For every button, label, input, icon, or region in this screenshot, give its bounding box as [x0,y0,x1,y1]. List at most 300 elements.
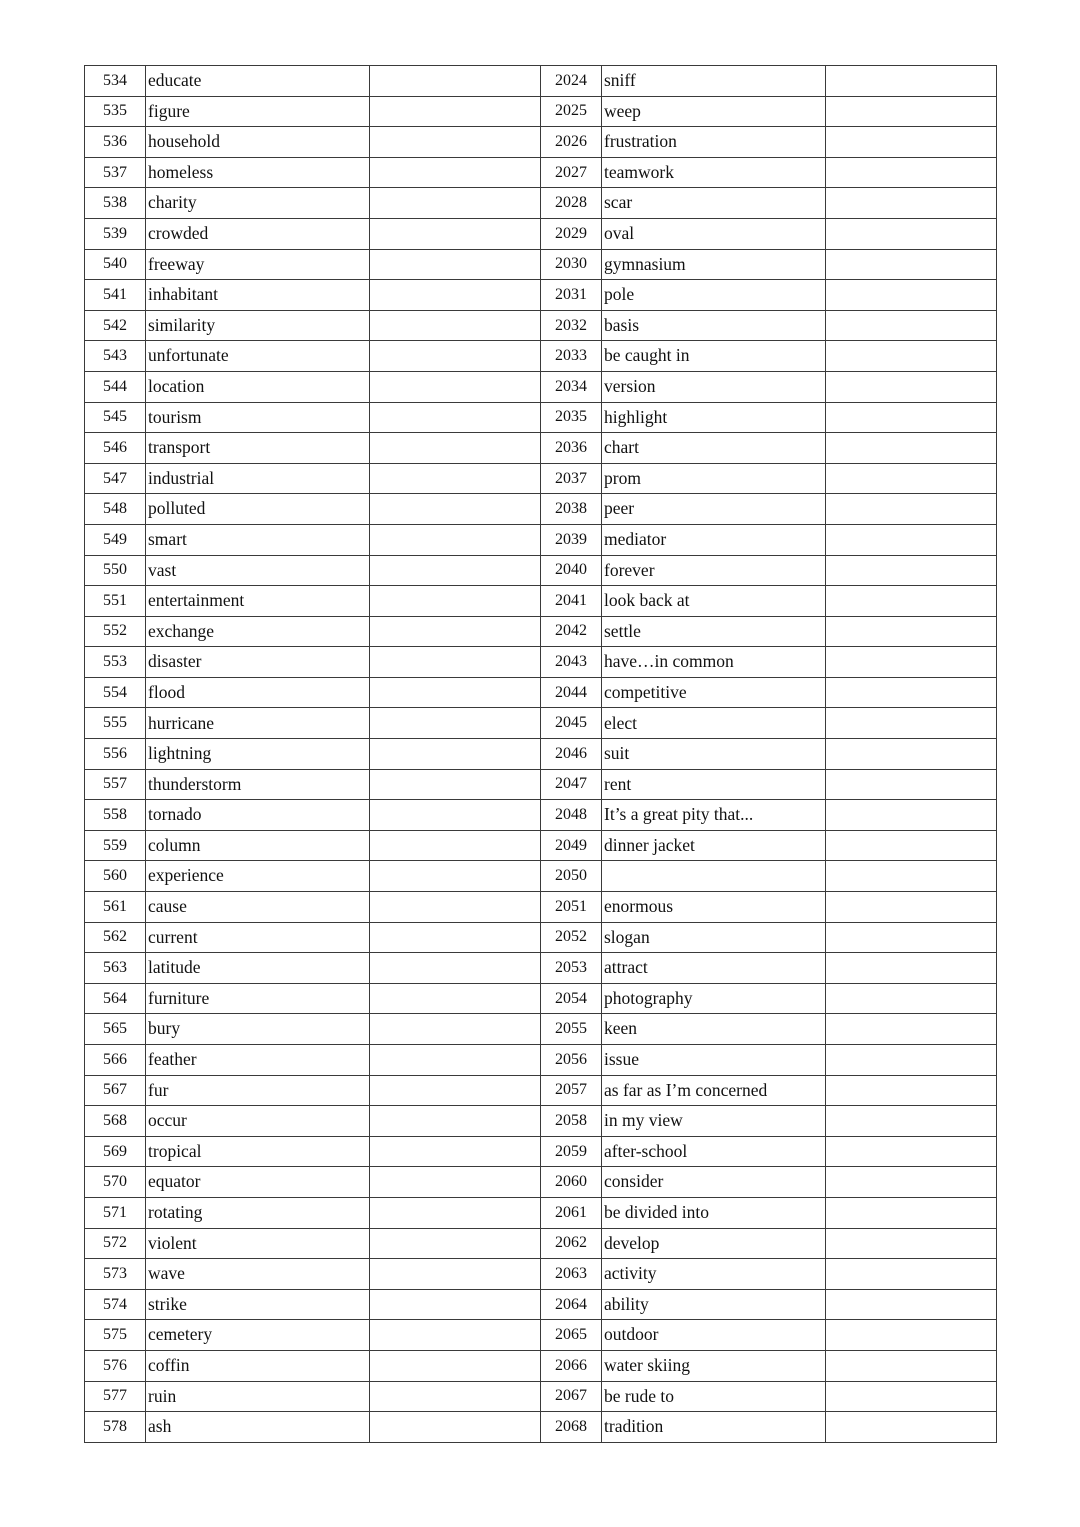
table-row [85,922,997,953]
left-word-cell: vast [146,555,370,586]
right-word-cell: frustration [602,127,826,158]
right-word-cell: gymnasium [602,249,826,280]
table-row [85,953,997,984]
right-answer-cell [826,1289,997,1320]
right-number-cell: 2024 [541,66,602,97]
right-answer-cell [826,677,997,708]
right-word-cell: chart [602,433,826,464]
right-answer-cell [826,830,997,861]
table-row [85,218,997,249]
right-word-cell: peer [602,494,826,525]
right-word-cell: basis [602,310,826,341]
left-number-cell: 559 [85,830,146,861]
right-word-cell: competitive [602,677,826,708]
right-number-cell: 2047 [541,769,602,800]
left-answer-cell [370,1106,541,1137]
table-row [85,1381,997,1412]
table-row [85,1320,997,1351]
left-number-cell: 534 [85,66,146,97]
right-number-cell: 2026 [541,127,602,158]
left-word-cell: bury [146,1014,370,1045]
left-word-cell: ash [146,1412,370,1443]
right-word-cell: as far as I’m concerned [602,1075,826,1106]
left-word-cell: coffin [146,1350,370,1381]
right-answer-cell [826,1167,997,1198]
right-number-cell: 2041 [541,586,602,617]
right-answer-cell [826,922,997,953]
right-answer-cell [826,953,997,984]
left-answer-cell [370,677,541,708]
left-answer-cell [370,494,541,525]
right-word-cell: slogan [602,922,826,953]
table-row [85,1350,997,1381]
table-row [85,677,997,708]
table-row [85,494,997,525]
right-answer-cell [826,1350,997,1381]
right-answer-cell [826,310,997,341]
right-answer-cell [826,708,997,739]
left-answer-cell [370,892,541,923]
left-number-cell: 537 [85,157,146,188]
left-answer-cell [370,1381,541,1412]
left-answer-cell [370,861,541,892]
table-row [85,1045,997,1076]
right-word-cell: teamwork [602,157,826,188]
left-answer-cell [370,127,541,158]
table-row [85,892,997,923]
left-number-cell: 558 [85,800,146,831]
left-word-cell: crowded [146,218,370,249]
left-answer-cell [370,341,541,372]
right-answer-cell [826,1136,997,1167]
right-answer-cell [826,494,997,525]
left-answer-cell [370,402,541,433]
table-row [85,371,997,402]
left-answer-cell [370,1412,541,1443]
left-number-cell: 544 [85,371,146,402]
left-word-cell: inhabitant [146,280,370,311]
right-word-cell: enormous [602,892,826,923]
table-row [85,1167,997,1198]
right-word-cell: develop [602,1228,826,1259]
right-answer-cell [826,616,997,647]
left-number-cell: 575 [85,1320,146,1351]
right-answer-cell [826,1045,997,1076]
left-number-cell: 545 [85,402,146,433]
left-answer-cell [370,1014,541,1045]
table-row [85,983,997,1014]
right-answer-cell [826,739,997,770]
left-number-cell: 561 [85,892,146,923]
right-answer-cell [826,157,997,188]
left-answer-cell [370,1136,541,1167]
right-number-cell: 2057 [541,1075,602,1106]
right-answer-cell [826,1259,997,1290]
left-word-cell: feather [146,1045,370,1076]
left-number-cell: 536 [85,127,146,158]
right-word-cell: forever [602,555,826,586]
table-row [85,341,997,372]
table-row [85,830,997,861]
left-number-cell: 548 [85,494,146,525]
right-answer-cell [826,280,997,311]
right-number-cell: 2063 [541,1259,602,1290]
right-word-cell: be rude to [602,1381,826,1412]
table-row [85,769,997,800]
right-answer-cell [826,1412,997,1443]
left-answer-cell [370,739,541,770]
right-answer-cell [826,463,997,494]
right-number-cell: 2030 [541,249,602,280]
right-word-cell: elect [602,708,826,739]
left-number-cell: 573 [85,1259,146,1290]
left-number-cell: 549 [85,524,146,555]
left-number-cell: 560 [85,861,146,892]
right-word-cell: photography [602,983,826,1014]
right-number-cell: 2045 [541,708,602,739]
left-number-cell: 574 [85,1289,146,1320]
left-answer-cell [370,1045,541,1076]
left-word-cell: tourism [146,402,370,433]
left-answer-cell [370,249,541,280]
left-number-cell: 566 [85,1045,146,1076]
right-answer-cell [826,1320,997,1351]
right-word-cell: be caught in [602,341,826,372]
right-number-cell: 2032 [541,310,602,341]
right-word-cell: ability [602,1289,826,1320]
left-answer-cell [370,1350,541,1381]
left-answer-cell [370,586,541,617]
left-number-cell: 553 [85,647,146,678]
left-number-cell: 563 [85,953,146,984]
right-number-cell: 2049 [541,830,602,861]
right-word-cell [602,861,826,892]
right-word-cell: pole [602,280,826,311]
right-word-cell: outdoor [602,1320,826,1351]
right-number-cell: 2061 [541,1197,602,1228]
left-answer-cell [370,433,541,464]
left-word-cell: strike [146,1289,370,1320]
left-answer-cell [370,1259,541,1290]
left-word-cell: similarity [146,310,370,341]
left-word-cell: transport [146,433,370,464]
right-word-cell: It’s a great pity that... [602,800,826,831]
right-word-cell: highlight [602,402,826,433]
right-word-cell: weep [602,96,826,127]
table-row [85,157,997,188]
left-number-cell: 539 [85,218,146,249]
left-answer-cell [370,524,541,555]
left-answer-cell [370,463,541,494]
left-answer-cell [370,616,541,647]
left-word-cell: current [146,922,370,953]
table-row [85,249,997,280]
left-word-cell: cemetery [146,1320,370,1351]
right-answer-cell [826,861,997,892]
right-word-cell: dinner jacket [602,830,826,861]
right-number-cell: 2028 [541,188,602,219]
right-number-cell: 2040 [541,555,602,586]
right-word-cell: mediator [602,524,826,555]
left-number-cell: 546 [85,433,146,464]
left-number-cell: 572 [85,1228,146,1259]
left-answer-cell [370,188,541,219]
left-word-cell: unfortunate [146,341,370,372]
right-answer-cell [826,1014,997,1045]
right-number-cell: 2051 [541,892,602,923]
left-number-cell: 570 [85,1167,146,1198]
left-word-cell: hurricane [146,708,370,739]
left-answer-cell [370,830,541,861]
table-row [85,310,997,341]
right-answer-cell [826,769,997,800]
left-answer-cell [370,1228,541,1259]
right-answer-cell [826,1197,997,1228]
left-word-cell: smart [146,524,370,555]
table-row [85,127,997,158]
right-number-cell: 2065 [541,1320,602,1351]
right-number-cell: 2064 [541,1289,602,1320]
left-answer-cell [370,1075,541,1106]
right-number-cell: 2037 [541,463,602,494]
left-number-cell: 567 [85,1075,146,1106]
left-number-cell: 564 [85,983,146,1014]
right-answer-cell [826,96,997,127]
left-number-cell: 535 [85,96,146,127]
left-word-cell: latitude [146,953,370,984]
right-number-cell: 2048 [541,800,602,831]
left-number-cell: 565 [85,1014,146,1045]
right-answer-cell [826,66,997,97]
right-answer-cell [826,892,997,923]
right-number-cell: 2059 [541,1136,602,1167]
right-number-cell: 2046 [541,739,602,770]
left-word-cell: furniture [146,983,370,1014]
left-word-cell: ruin [146,1381,370,1412]
table-row [85,1106,997,1137]
right-word-cell: after-school [602,1136,826,1167]
right-number-cell: 2034 [541,371,602,402]
right-answer-cell [826,218,997,249]
left-answer-cell [370,1320,541,1351]
left-word-cell: freeway [146,249,370,280]
right-word-cell: issue [602,1045,826,1076]
left-word-cell: industrial [146,463,370,494]
left-number-cell: 552 [85,616,146,647]
left-number-cell: 571 [85,1197,146,1228]
right-answer-cell [826,371,997,402]
right-number-cell: 2052 [541,922,602,953]
table-row [85,739,997,770]
left-word-cell: violent [146,1228,370,1259]
right-answer-cell [826,1106,997,1137]
left-word-cell: occur [146,1106,370,1137]
left-answer-cell [370,66,541,97]
left-word-cell: column [146,830,370,861]
table-row [85,861,997,892]
right-word-cell: in my view [602,1106,826,1137]
table-row [85,1014,997,1045]
table-row [85,280,997,311]
right-answer-cell [826,341,997,372]
left-word-cell: equator [146,1167,370,1198]
right-number-cell: 2044 [541,677,602,708]
right-word-cell: prom [602,463,826,494]
right-word-cell: attract [602,953,826,984]
table-row [85,188,997,219]
right-number-cell: 2054 [541,983,602,1014]
left-number-cell: 562 [85,922,146,953]
vocabulary-table-body [85,66,997,1443]
left-word-cell: entertainment [146,586,370,617]
left-number-cell: 555 [85,708,146,739]
right-answer-cell [826,800,997,831]
right-number-cell: 2027 [541,157,602,188]
right-word-cell: have…in common [602,647,826,678]
table-row [85,1136,997,1167]
left-word-cell: tropical [146,1136,370,1167]
table-row [85,1289,997,1320]
left-number-cell: 540 [85,249,146,280]
left-word-cell: tornado [146,800,370,831]
left-answer-cell [370,157,541,188]
left-answer-cell [370,922,541,953]
right-number-cell: 2042 [541,616,602,647]
left-answer-cell [370,1289,541,1320]
right-answer-cell [826,586,997,617]
right-number-cell: 2029 [541,218,602,249]
right-number-cell: 2058 [541,1106,602,1137]
left-answer-cell [370,800,541,831]
left-number-cell: 568 [85,1106,146,1137]
table-row [85,1412,997,1443]
right-word-cell: version [602,371,826,402]
left-answer-cell [370,769,541,800]
right-word-cell: rent [602,769,826,800]
right-number-cell: 2035 [541,402,602,433]
right-answer-cell [826,433,997,464]
table-row [85,708,997,739]
left-number-cell: 547 [85,463,146,494]
right-number-cell: 2033 [541,341,602,372]
left-number-cell: 538 [85,188,146,219]
right-number-cell: 2066 [541,1350,602,1381]
left-word-cell: location [146,371,370,402]
right-word-cell: water skiing [602,1350,826,1381]
right-number-cell: 2067 [541,1381,602,1412]
right-number-cell: 2036 [541,433,602,464]
right-word-cell: tradition [602,1412,826,1443]
left-word-cell: household [146,127,370,158]
left-word-cell: polluted [146,494,370,525]
left-answer-cell [370,708,541,739]
right-word-cell: sniff [602,66,826,97]
left-number-cell: 576 [85,1350,146,1381]
right-answer-cell [826,402,997,433]
table-row [85,96,997,127]
left-word-cell: homeless [146,157,370,188]
table-row [85,1259,997,1290]
right-answer-cell [826,524,997,555]
left-word-cell: charity [146,188,370,219]
right-answer-cell [826,127,997,158]
left-number-cell: 543 [85,341,146,372]
table-row [85,66,997,97]
right-number-cell: 2055 [541,1014,602,1045]
left-answer-cell [370,953,541,984]
table-row [85,647,997,678]
left-word-cell: experience [146,861,370,892]
left-answer-cell [370,280,541,311]
right-answer-cell [826,555,997,586]
left-answer-cell [370,983,541,1014]
left-word-cell: exchange [146,616,370,647]
table-row [85,1075,997,1106]
right-number-cell: 2053 [541,953,602,984]
left-answer-cell [370,371,541,402]
right-answer-cell [826,647,997,678]
right-number-cell: 2025 [541,96,602,127]
right-word-cell: activity [602,1259,826,1290]
table-row [85,1197,997,1228]
left-number-cell: 551 [85,586,146,617]
left-number-cell: 550 [85,555,146,586]
right-word-cell: keen [602,1014,826,1045]
left-answer-cell [370,310,541,341]
right-word-cell: consider [602,1167,826,1198]
left-number-cell: 556 [85,739,146,770]
left-word-cell: flood [146,677,370,708]
table-row [85,524,997,555]
left-answer-cell [370,647,541,678]
right-number-cell: 2038 [541,494,602,525]
left-number-cell: 541 [85,280,146,311]
right-answer-cell [826,1228,997,1259]
left-number-cell: 554 [85,677,146,708]
left-word-cell: fur [146,1075,370,1106]
table-row [85,433,997,464]
right-answer-cell [826,249,997,280]
right-number-cell: 2031 [541,280,602,311]
right-number-cell: 2068 [541,1412,602,1443]
right-number-cell: 2050 [541,861,602,892]
left-number-cell: 577 [85,1381,146,1412]
right-word-cell: oval [602,218,826,249]
left-number-cell: 578 [85,1412,146,1443]
right-word-cell: be divided into [602,1197,826,1228]
right-number-cell: 2039 [541,524,602,555]
table-row [85,463,997,494]
left-word-cell: cause [146,892,370,923]
left-word-cell: rotating [146,1197,370,1228]
table-row [85,800,997,831]
left-word-cell: lightning [146,739,370,770]
left-number-cell: 569 [85,1136,146,1167]
right-answer-cell [826,983,997,1014]
right-number-cell: 2062 [541,1228,602,1259]
left-answer-cell [370,1197,541,1228]
left-answer-cell [370,96,541,127]
right-word-cell: settle [602,616,826,647]
left-answer-cell [370,555,541,586]
left-number-cell: 557 [85,769,146,800]
right-answer-cell [826,188,997,219]
left-word-cell: figure [146,96,370,127]
left-word-cell: disaster [146,647,370,678]
right-number-cell: 2043 [541,647,602,678]
table-row [85,1228,997,1259]
right-word-cell: look back at [602,586,826,617]
